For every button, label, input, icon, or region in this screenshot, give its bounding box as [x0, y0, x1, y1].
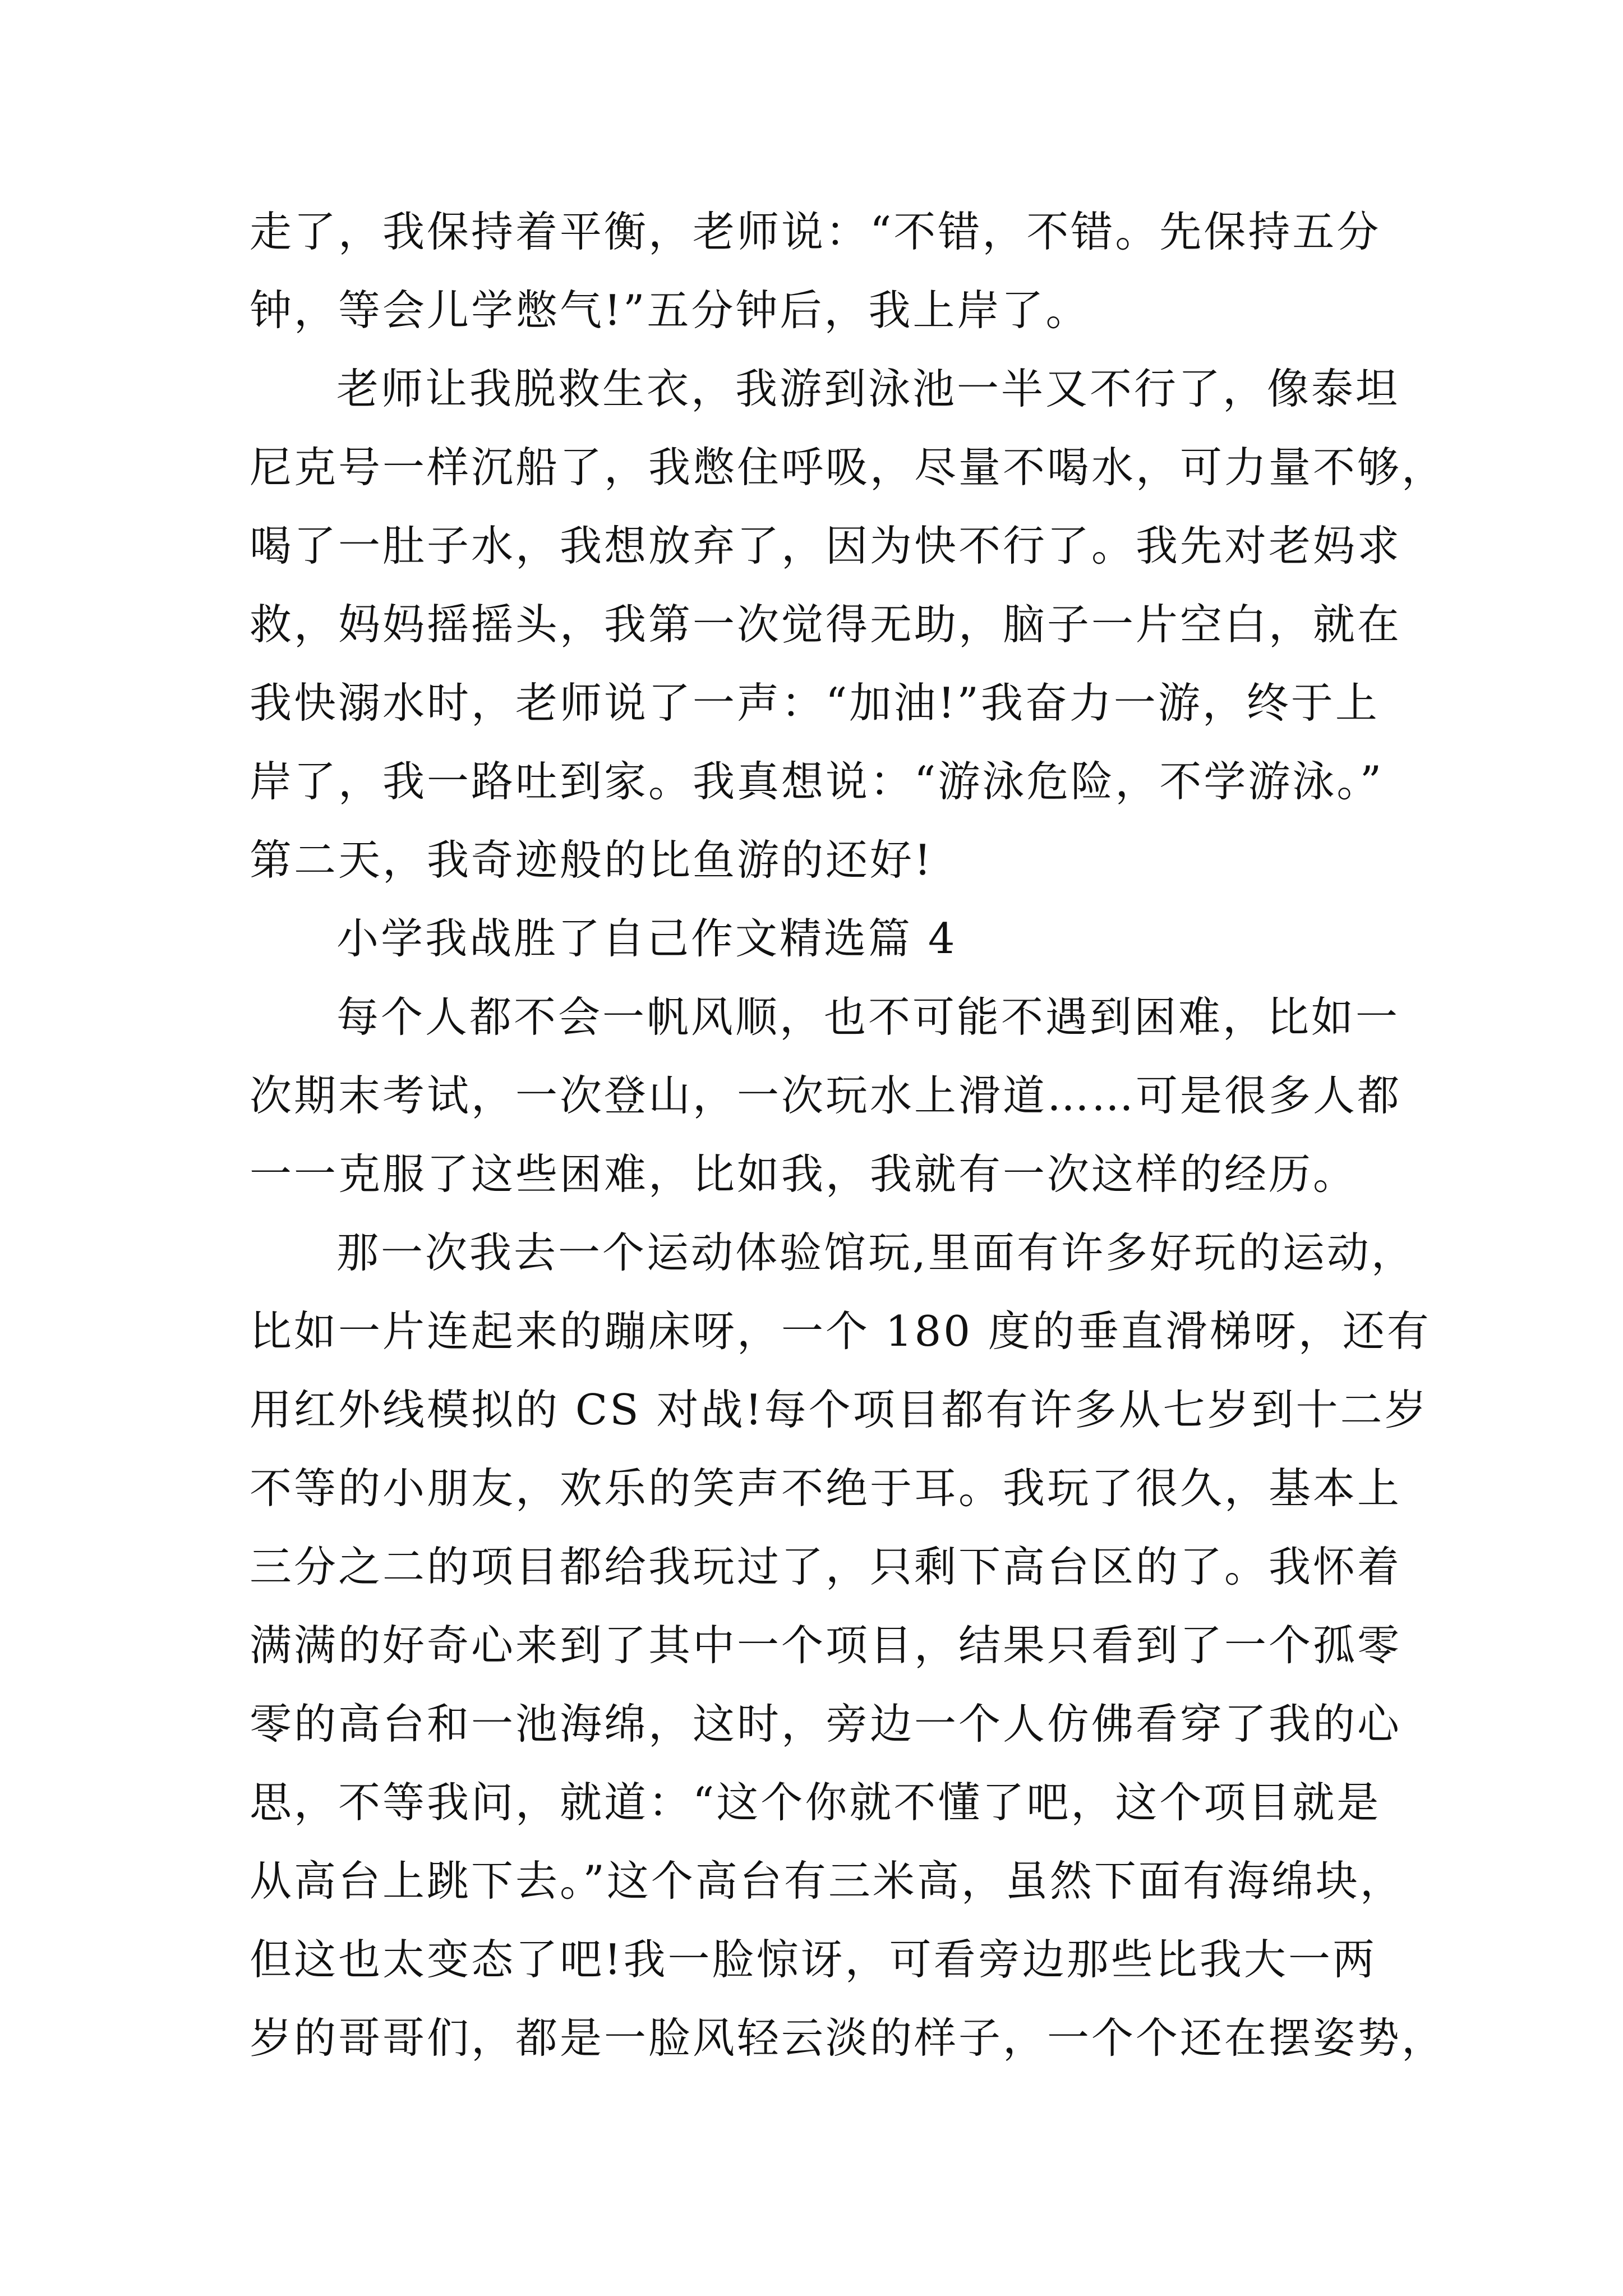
- text-line: 走了，我保持着平衡，老师说：“不错，不错。先保持五分: [250, 207, 1381, 256]
- text-line: 我快溺水时，老师说了一声：“加油!”我奋力一游，终于上: [250, 678, 1380, 728]
- text-line: 满满的好奇心来到了其中一个项目，结果只看到了一个孤零: [250, 1621, 1402, 1670]
- text-line: 岁的哥哥们，都是一脸风轻云淡的样子，一个个还在摆姿势，: [250, 2013, 1446, 2063]
- text-line: 喝了一肚子水，我想放弃了，因为快不行了。我先对老妈求: [250, 521, 1402, 570]
- text-line: 钟，等会儿学憋气!”五分钟后，我上岸了。: [250, 286, 1090, 335]
- section-heading: 小学我战胜了自己作文精选篇 4: [336, 914, 957, 963]
- text-line: 零的高台和一池海绵，这时，旁边一个人仿佛看穿了我的心: [250, 1699, 1402, 1749]
- text-line: 次期末考试，一次登山，一次玩水上滑道……可是很多人都: [250, 1071, 1402, 1120]
- paragraph-first-line: 每个人都不会一帆风顺，也不可能不遇到困难，比如一: [336, 992, 1400, 1042]
- text-line: 岸了，我一路吐到家。我真想说：“游泳危险，不学游泳。”: [250, 757, 1384, 806]
- paragraph-first-line: 老师让我脱救生衣，我游到泳池一半又不行了，像泰坦: [336, 364, 1400, 413]
- paragraph-first-line: 那一次我去一个运动体验馆玩,里面有许多好玩的运动，: [336, 1228, 1415, 1277]
- text-line: 第二天，我奇迹般的比鱼游的还好!: [250, 835, 934, 885]
- text-line: 思，不等我问，就道：“这个你就不懂了吧，这个项目就是: [250, 1778, 1381, 1827]
- text-line: 救，妈妈摇摇头，我第一次觉得无助，脑子一片空白，就在: [250, 600, 1402, 649]
- document-body: [250, 192, 1446, 2077]
- text-line: 尼克号一样沉船了，我憋住呼吸，尽量不喝水，可力量不够，: [250, 443, 1446, 492]
- text-line: 三分之二的项目都给我玩过了，只剩下高台区的了。我怀着: [250, 1542, 1402, 1591]
- text-line: 比如一片连起来的蹦床呀，一个 180 度的垂直滑梯呀，还有: [250, 1306, 1431, 1356]
- text-line: 但这也太变态了吧!我一脸惊讶，可看旁边那些比我大一两: [250, 1935, 1377, 1984]
- text-line: 用红外线模拟的 CS 对战!每个项目都有许多从七岁到十二岁: [250, 1385, 1429, 1434]
- text-line: 一一克服了这些困难，比如我，我就有一次这样的经历。: [250, 1149, 1358, 1199]
- text-line: 不等的小朋友，欢乐的笑声不绝于耳。我玩了很久，基本上: [250, 1464, 1402, 1513]
- text-line: 从高台上跳下去。”这个高台有三米高，虽然下面有海绵块，: [250, 1856, 1404, 1906]
